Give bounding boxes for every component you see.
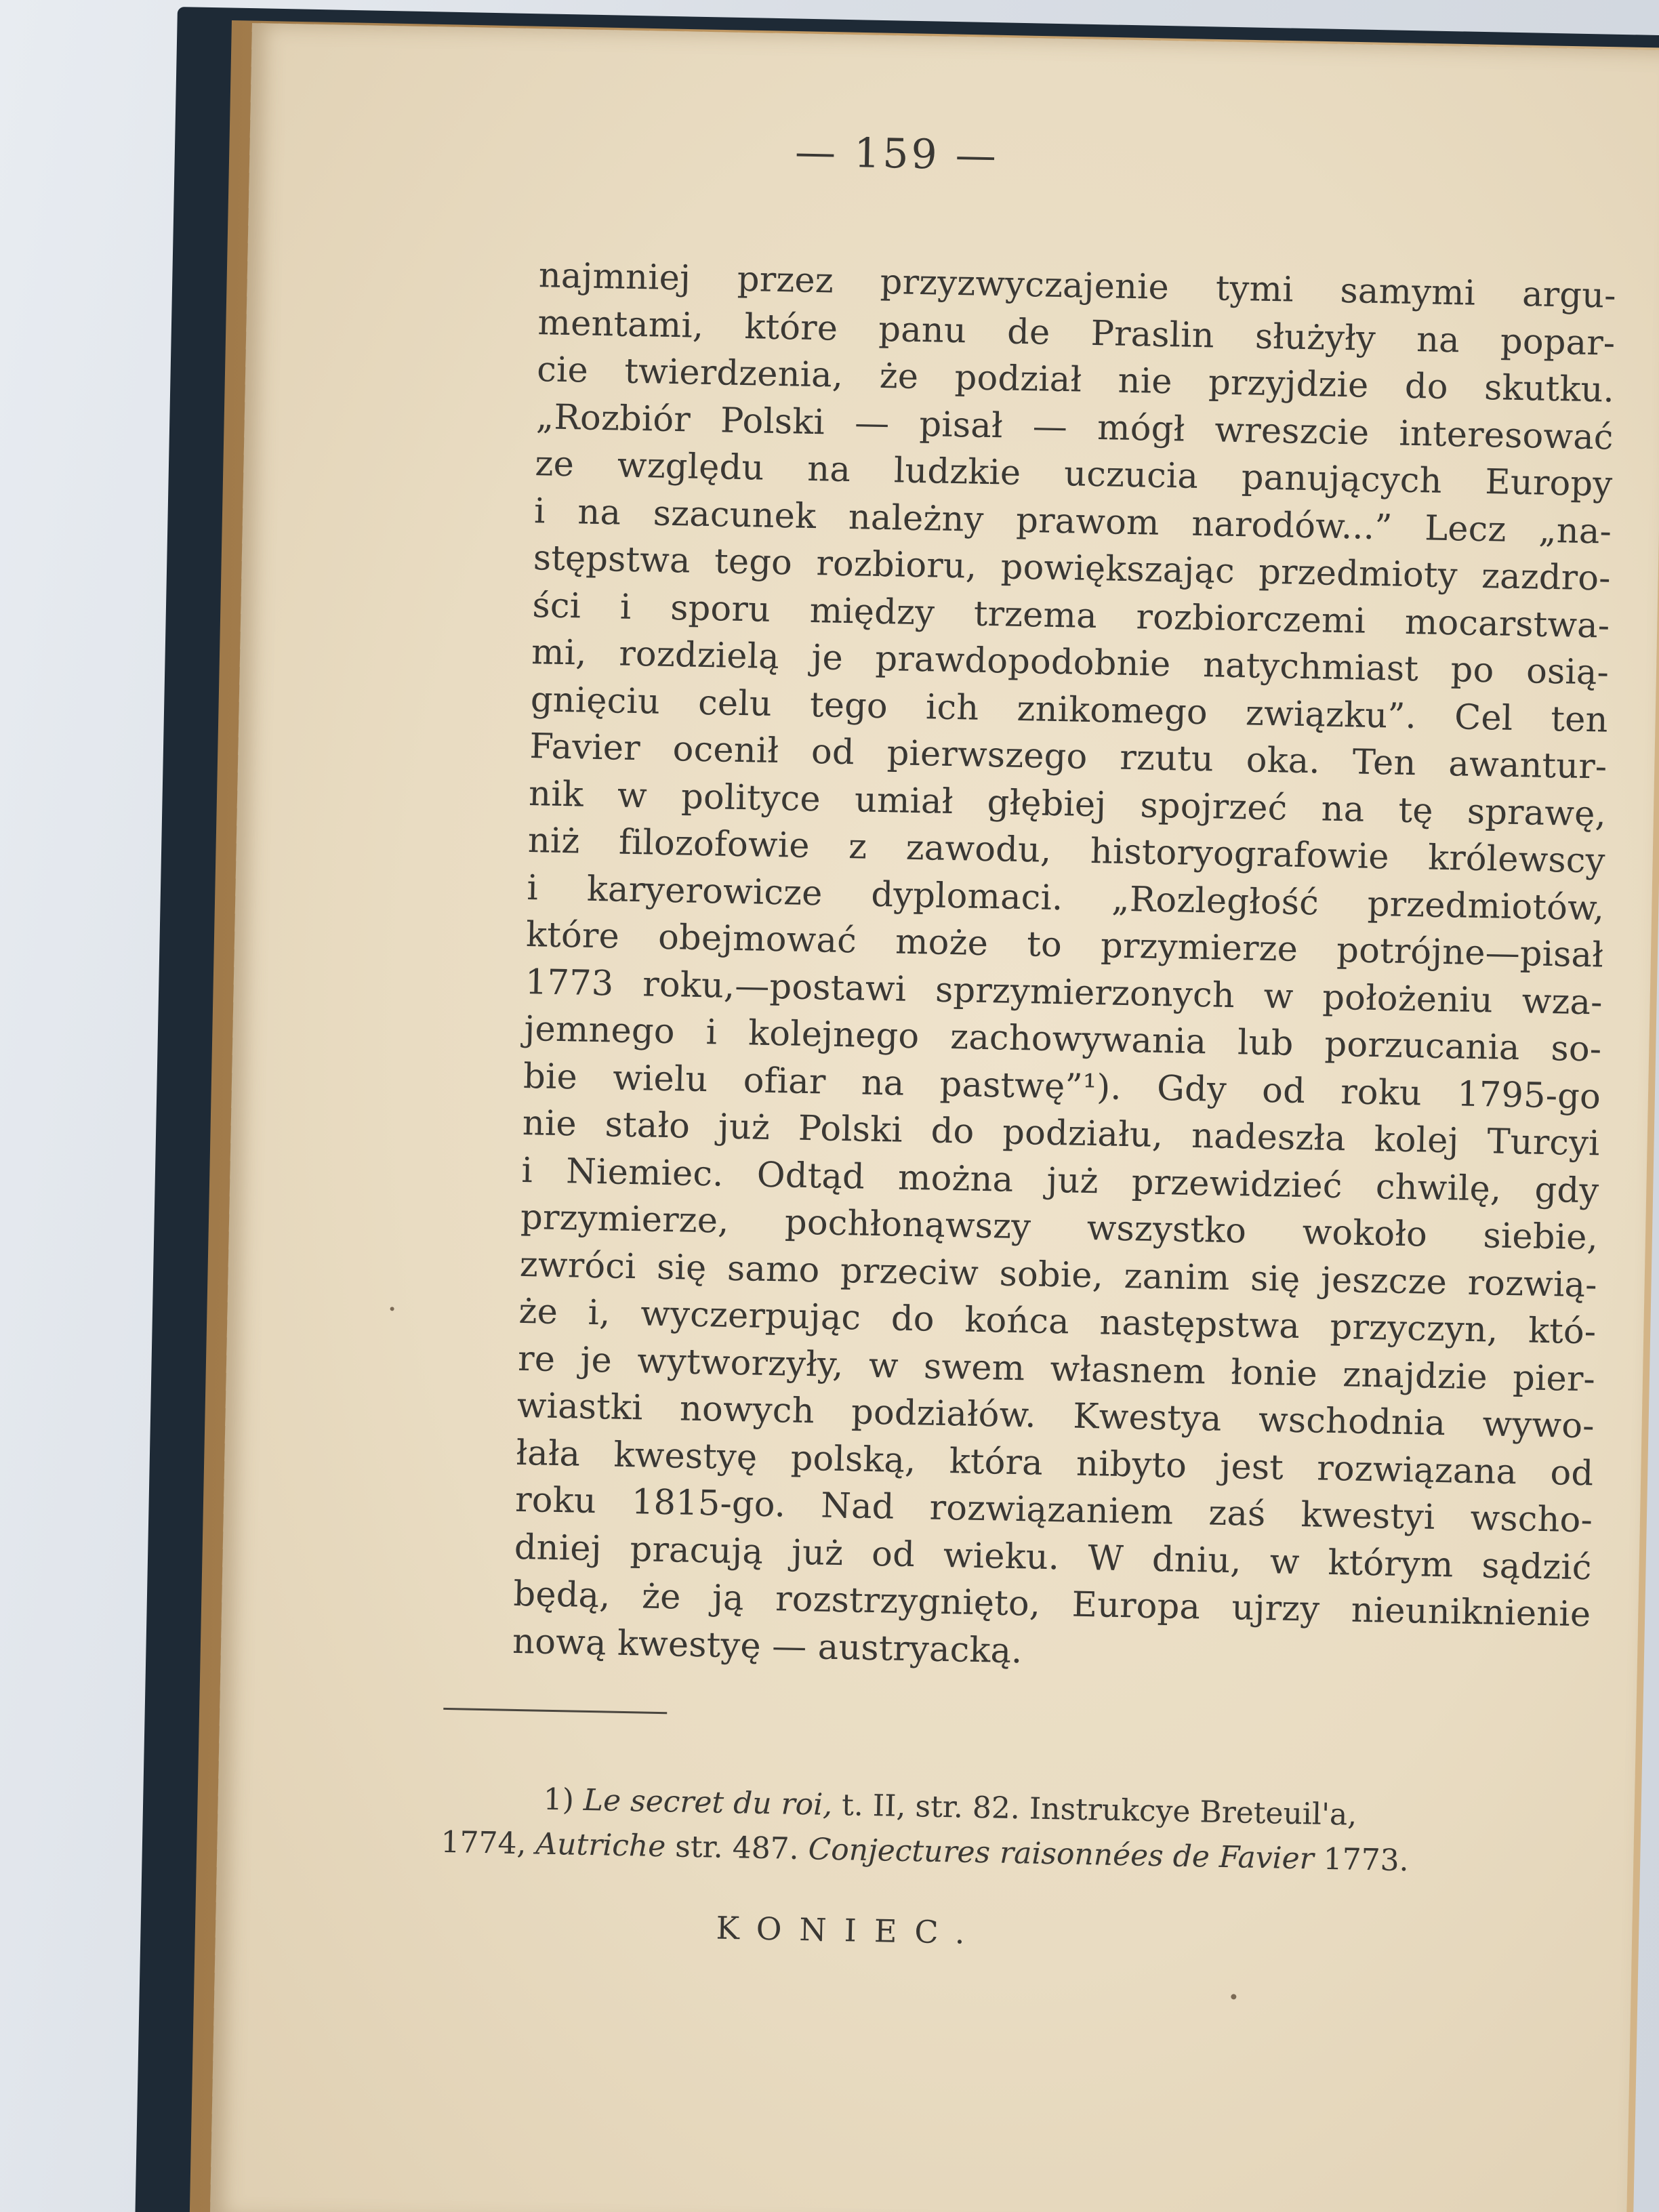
footnote-marker: 1) [543, 1782, 575, 1818]
text-line: i na szacunek należny prawom narodów...” Lecz „na- [533, 491, 1612, 552]
text-line: re je wytworzyły, w swem własnem łonie znajdzie pier- [517, 1338, 1596, 1399]
paper-speck [1231, 1994, 1236, 1999]
text-line: wiastki nowych podziałów. Kwestya wschodnia wywo- [516, 1385, 1595, 1447]
text-line: jemnego i kolejnego zachowywania lub porzucania so- [524, 1008, 1602, 1070]
text-line: 1773 roku,—postawi sprzymierzonych w położeniu wza- [525, 962, 1603, 1023]
footnote [441, 1776, 1540, 1886]
text-line: będą, że ją rozstrzygnięto, Europa ujrzy nieuniknienie [512, 1574, 1591, 1635]
footnote-reference: t. II, str. 82. Instrukcye Breteuil'a, [832, 1787, 1357, 1832]
text-line: nową kwestyę — austryacką. [512, 1621, 1023, 1671]
footnote-year: 1774, [441, 1824, 536, 1862]
page-number: — 159 — [794, 128, 1000, 180]
text-line: cie twierdzenia, że podział nie przyjdzie do skutku. [536, 350, 1615, 411]
footnote-reference: str. 487. [665, 1829, 809, 1867]
footnote-title: Le secret du roi, [583, 1782, 833, 1822]
text-line: bie wielu ofiar na pastwę”¹). Gdy od roku 1795-go [523, 1056, 1601, 1117]
text-line: niż filozofowie z zawodu, historyografowie królewscy [527, 821, 1606, 882]
footnote-title: Conjectures raisonnées de Favier [808, 1832, 1315, 1877]
text-line: roku 1815-go. Nad rozwiązaniem zaś kwestyi wscho- [514, 1479, 1593, 1541]
body-text [512, 252, 1617, 1685]
book-page [210, 23, 1659, 2212]
footnote-title: Autriche [535, 1826, 666, 1864]
text-line: stępstwa tego rozbioru, powiększając przedmioty zazdro- [533, 538, 1612, 599]
text-line: najmniej przez przyzwyczajenie tymi samymi argu- [538, 255, 1617, 316]
text-line: mentami, które panu de Praslin służyły na popar- [537, 302, 1616, 364]
footnote-year: 1773. [1313, 1841, 1410, 1879]
text-line: że i, wyczerpując do końca następstwa przyczyn, któ- [518, 1291, 1597, 1353]
text-line: przymierze, pochłonąwszy wszystko wokoło siebie, [520, 1197, 1599, 1258]
text-line: ści i sporu między trzema rozbiorczemi mocarstwa- [532, 585, 1610, 647]
text-line: nie stało już Polski do podziału, nadeszła kolej Turcyi [522, 1103, 1601, 1164]
paper-speck [390, 1307, 394, 1311]
closing-word: KONIEC. [716, 1909, 983, 1952]
text-line: nik w polityce umiał głębiej spojrzeć na tę sprawę, [528, 773, 1607, 835]
text-line: i karyerowicze dyplomaci. „Rozległość przedmiotów, [527, 867, 1605, 929]
footnote-divider [443, 1708, 667, 1714]
text-line: łała kwestyę polską, która nibyto jest rozwiązana od [516, 1433, 1594, 1494]
text-line: „Rozbiór Polski — pisał — mógł wreszcie interesować [535, 396, 1614, 458]
text-line: które obejmować może to przymierze potrójne—pisał [525, 915, 1604, 976]
text-line: dniej pracują już od wieku. W dniu, w którym sądzić [514, 1527, 1593, 1588]
text-line: gnięciu celu tego ich znikomego związku”. Cel ten [530, 679, 1609, 741]
text-line: Favier ocenił od pierwszego rzutu oka. Ten awantur- [529, 726, 1607, 787]
text-line: ze względu na ludzkie uczucia panujących Europy [535, 444, 1613, 505]
text-line: mi, rozdzielą je prawdopodobnie natychmiast po osią- [531, 632, 1610, 693]
text-line: i Niemiec. Odtąd można już przewidzieć chwilę, gdy [521, 1150, 1599, 1211]
text-line: zwróci się samo przeciw sobie, zanim się jeszcze rozwią- [519, 1244, 1598, 1305]
